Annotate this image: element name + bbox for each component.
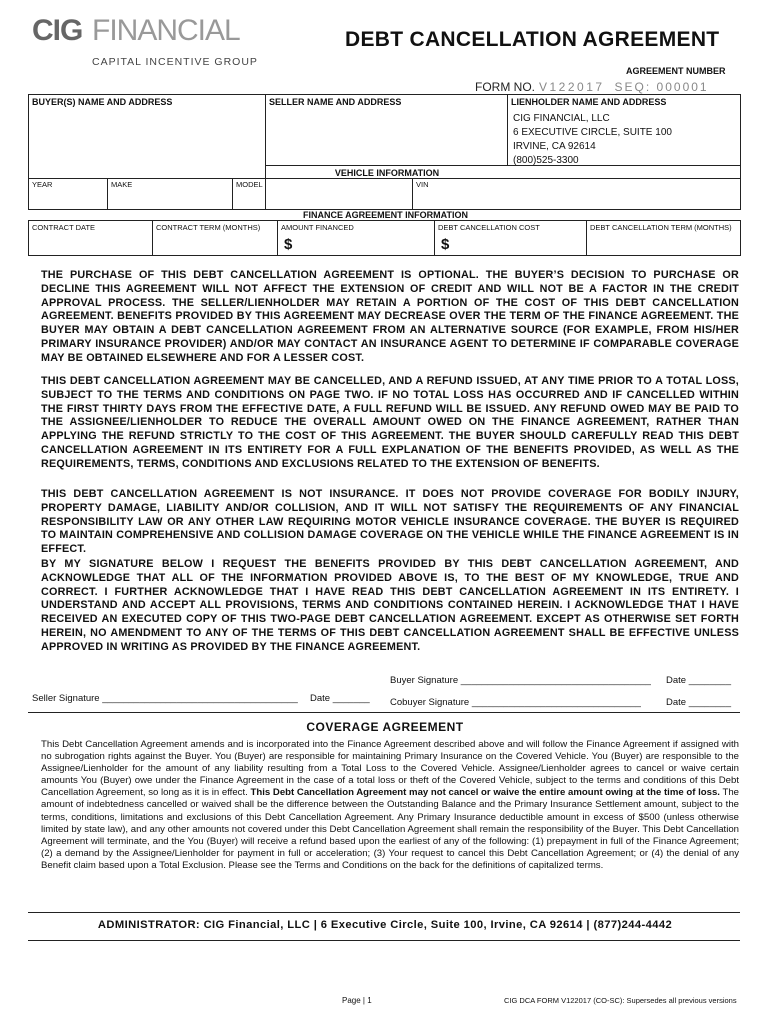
form-number	[475, 80, 709, 94]
contract-date-field[interactable]	[28, 220, 153, 256]
form-reference: CIG DCA FORM V122017 (CO-SC): Supersedes all previous versions	[504, 996, 737, 1005]
vehicle-year-field[interactable]	[28, 178, 108, 210]
dc-term-label: DEBT CANCELLATION TERM (MONTHS)	[590, 223, 732, 232]
vehicle-model-field[interactable]	[233, 178, 413, 210]
vin-label: VIN	[416, 180, 429, 189]
lienholder-line: IRVINE, CA 92614	[513, 141, 596, 152]
form-no-label: FORM NO.	[475, 80, 535, 94]
cobuyer-date-line[interactable]: Date ________	[666, 697, 731, 708]
vehicle-info-title: VEHICLE INFORMATION	[334, 168, 440, 178]
document-title: DEBT CANCELLATION AGREEMENT	[345, 28, 720, 51]
dc-term-field[interactable]	[587, 220, 741, 256]
logo-brand-financial: FINANCIAL	[92, 14, 240, 47]
finance-info-title: FINANCE AGREEMENT INFORMATION	[303, 210, 468, 220]
divider	[28, 912, 740, 913]
divider	[28, 712, 740, 713]
disclosure-not-insurance: THIS DEBT CANCELLATION AGREEMENT IS NOT INSURANCE. IT DOES NOT PROVIDE COVERAGE FOR BODILY INJURY, PROPERTY DAMAGE, LIABILITY AND/OR COLLISION, AND IT WILL NOT SATISFY THE REQUIREMENTS OF ANY FINANCIAL RESPONSIBILITY LAW OR ANY OTHER LAW REQUIRING MOTOR VEHICLE INSURANCE COVERAGE. THE BUYER IS REQUIRED TO MAINTAIN COMPREHENSIVE AND COLLISION DAMAGE COVERAGE ON THE VEHICLE WHILE THE FINANCE AGREEMENT IS IN EFFECT.	[41, 488, 739, 556]
form-no-value: V122017	[539, 80, 605, 94]
lienholder-line: (800)525-3300	[513, 155, 579, 166]
amount-financed-field[interactable]	[278, 220, 435, 256]
coverage-text: This Debt Cancellation Agreement amends and is incorporated into the Finance Agreement described above and will follow the Finance Agreement if assigned with no subrogation rights against the Buyer. You (Buyer) are responsible for maintaining Primary Insurance on the Covered Vehicle. You (Buyer) are responsible to the Assignee/Lienholder for the amount of any liability resulting from a Total Loss to the Covered Vehicle. Assignee/Lienholder agrees to cancel or waive certain amounts You (Buyer) owe under the Finance Agreement in the case of a total loss or theft of the Covered Vehicle, subject to the terms and conditions of this Debt Cancellation Agreement, so long as it is in effect.	[41, 739, 739, 799]
lienholder-address	[513, 112, 672, 168]
vehicle-vin-field[interactable]	[413, 178, 741, 210]
model-label: MODEL	[236, 180, 263, 189]
buyer-signature-line[interactable]: Buyer Signature ____________________________________	[390, 675, 651, 686]
divider	[28, 940, 740, 941]
buyer-label: BUYER(S) NAME AND ADDRESS	[32, 97, 173, 107]
agreement-number-label: AGREEMENT NUMBER	[626, 66, 726, 76]
vehicle-make-field[interactable]	[108, 178, 233, 210]
cobuyer-signature-line[interactable]: Cobuyer Signature ________________________________	[390, 697, 641, 708]
coverage-text-bold: This Debt Cancellation Agreement may not cancel or waive the entire amount owing at the time of loss.	[250, 787, 720, 799]
coverage-text: The amount of indebtedness cancelled or waived shall be the difference between the Outstanding Balance and the Primary Insurance Settlement amount, subject to the terms, conditions, limitations and exclusions of this Debt Cancellation Agreement. Any Primary Insurance deductible amount in excess of $500 (unless otherwise limited by state law), and any other amounts not covered under this Debt Cancellation Agreement shall remain the responsibility of the Buyer. This Debt Cancellation Agreement will terminate, and the You (Buyer) will receive a refund based upon the earliest of any of the following: (1) prepayment in full of the Finance Agreement; (2) a demand by the Assignee/Lienholder for payment in full or acceleration; (3) Your request to cancel this Debt Cancellation Agreement; or (4) the denial of any Benefit claim based upon a Total Exclusion. Please see the Terms and Conditions on the back for the definitions of capitalized terms.	[41, 787, 740, 871]
lienholder-line: 6 EXECUTIVE CIRCLE, SUITE 100	[513, 127, 672, 138]
amount-financed-label: AMOUNT FINANCED	[281, 223, 354, 232]
seq-number: SEQ: 000001	[614, 80, 709, 94]
logo-tagline: CAPITAL INCENTIVE GROUP	[92, 56, 258, 68]
coverage-title: COVERAGE AGREEMENT	[306, 720, 464, 734]
make-label: MAKE	[111, 180, 133, 189]
company-logo	[32, 14, 262, 74]
seller-name-address-field[interactable]	[266, 94, 508, 166]
disclosure-optional: THE PURCHASE OF THIS DEBT CANCELLATION AGREEMENT IS OPTIONAL. THE BUYER’S DECISION TO PURCHASE OR DECLINE THIS AGREEMENT WILL NOT AFFECT THE EXTENSION OF CREDIT AND WILL NOT BE A FACTOR IN THE CREDIT APPROVAL PROCESS. THE SELLER/LIENHOLDER MAY RETAIN A PORTION OF THE COST OF THIS DEBT CANCELLATION AGREEMENT. BENEFITS PROVIDED BY THIS AGREEMENT MAY DECREASE OVER THE TERM OF THE FINANCE AGREEMENT. THE BUYER MAY OBTAIN A DEBT CANCELLATION AGREEMENT FROM AN ALTERNATIVE SOURCE (FOR EXAMPLE, FROM HIS/HER PRIMARY INSURANCE PROVIDER) AND/OR MAY CONTACT AN INSURANCE AGENT TO DETERMINE IF COMPARABLE COVERAGE MAY BE OBTAINED ELSEWHERE AND FOR A LESSER COST.	[41, 269, 739, 364]
dc-cost-label: DEBT CANCELLATION COST	[438, 223, 540, 232]
logo-brand-cig: CIG	[32, 14, 83, 47]
disclosure-cancellation: THIS DEBT CANCELLATION AGREEMENT MAY BE CANCELLED, AND A REFUND ISSUED, AT ANY TIME PRIOR TO A TOTAL LOSS, SUBJECT TO THE TERMS AND CONDITIONS ON PAGE TWO. IF NO TOTAL LOSS HAS OCCURRED AND IF CANCELLED WITHIN THE FIRST THIRTY DAYS FROM THE EFFECTIVE DATE, A FULL REFUND WILL BE ISSUED. ANY REFUND OWED MAY BE PAID TO THE ASSIGNEE/LIENHOLDER TO REDUCE THE OVERALL AMOUNT OWED ON THE FINANCE AGREEMENT, RATHER THAN APPLYING THE REFUND STRICTLY TO THE COST OF THIS AGREEMENT. THE BUYER SHOULD CAREFULLY READ THIS DEBT CANCELLATION AGREEMENT IN ITS ENTIRETY FOR A FULL EXPLANATION OF THE BENEFITS PROVIDED, AS WELL AS THE REQUIREMENTS, TERMS, CONDITIONS AND EXCLUSIONS RELATED TO THE EXTENSION OF BENEFITS.	[41, 375, 739, 470]
contract-date-label: CONTRACT DATE	[32, 223, 96, 232]
seller-label: SELLER NAME AND ADDRESS	[269, 97, 402, 107]
coverage-body	[41, 739, 739, 872]
seller-date-line[interactable]: Date _______	[310, 693, 370, 704]
contract-term-field[interactable]	[153, 220, 278, 256]
seller-signature-line[interactable]: Seller Signature _____________________________________	[32, 693, 298, 704]
year-label: YEAR	[32, 180, 53, 189]
contract-term-label: CONTRACT TERM (MONTHS)	[156, 223, 261, 232]
page-number: Page | 1	[342, 996, 372, 1005]
dc-cost-dollar: $	[441, 236, 450, 253]
lienholder-label: LIENHOLDER NAME AND ADDRESS	[511, 97, 667, 107]
dc-cost-field[interactable]	[435, 220, 587, 256]
lienholder-line: CIG FINANCIAL, LLC	[513, 113, 610, 124]
administrator-info: ADMINISTRATOR: CIG Financial, LLC | 6 Executive Circle, Suite 100, Irvine, CA 92614 | (877)244-4442	[97, 919, 673, 931]
amount-financed-dollar: $	[284, 236, 293, 253]
buyer-date-line[interactable]: Date ________	[666, 675, 731, 686]
disclosure-acknowledgement: BY MY SIGNATURE BELOW I REQUEST THE BENEFITS PROVIDED BY THIS DEBT CANCELLATION AGREEMENT, AND ACKNOWLEDGE THAT ALL OF THE INFORMATION PROVIDED ABOVE IS, TO THE BEST OF MY KNOWLEDGE, TRUE AND CORRECT. I FURTHER ACKNOWLEDGE THAT I HAVE READ THIS DEBT CANCELLATION AGREEMENT IN ITS ENTIRETY. I UNDERSTAND AND ACCEPT ALL PROVISIONS, TERMS AND CONDITIONS CONTAINED HEREIN. I ACKNOWLEDGE THAT I HAVE RECEIVED AN EXECUTED COPY OF THIS TWO-PAGE DEBT CANCELLATION AGREEMENT. EXCEPT AS OTHERWISE SET FORTH HEREIN, NO AMENDMENT TO ANY OF THE TERMS OF THIS DEBT CANCELLATION AGREEMENT SHALL BE EFFECTIVE UNLESS APPROVED IN WRITING AS PROVIDED BY THE FINANCE AGREEMENT.	[41, 558, 739, 653]
